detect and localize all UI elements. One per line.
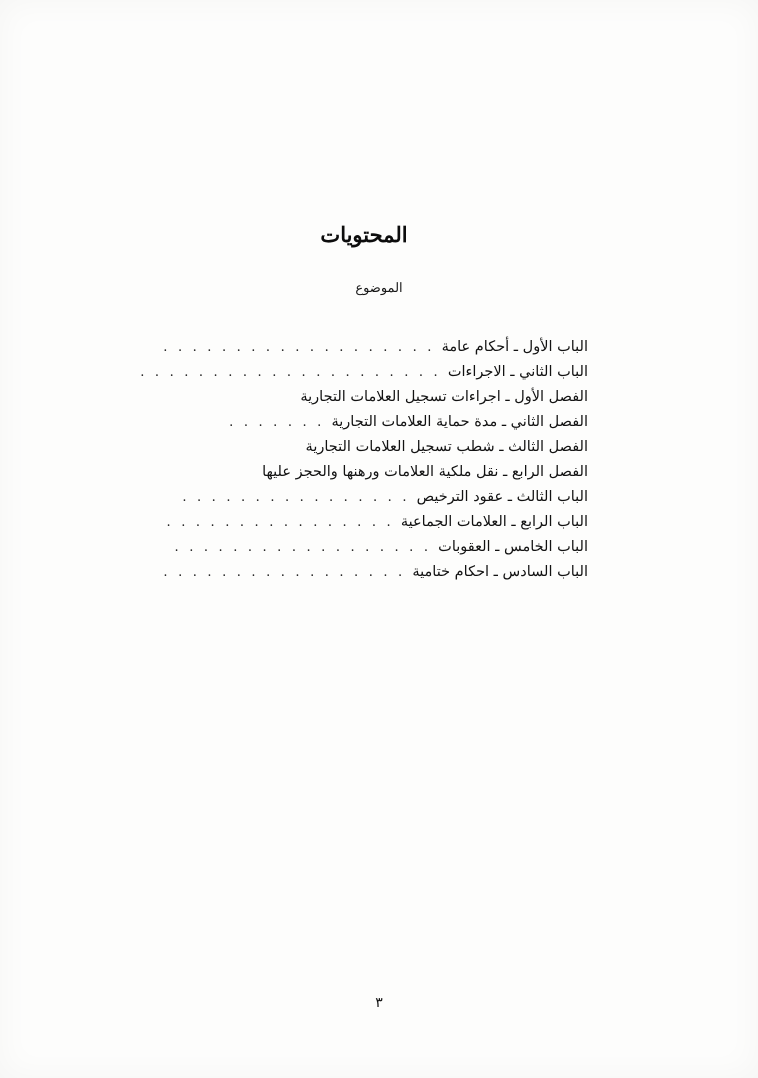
- toc-entry-leader: . . . . . . . . . . . . . . . .: [166, 516, 394, 529]
- toc-entry-label: الباب الخامس ـ العقوبات: [438, 539, 588, 555]
- toc-entry-leader: . . . . . . . . . . . . . . . .: [182, 491, 410, 504]
- page-title: المحتويات: [320, 222, 408, 247]
- toc-entry-label: الباب الثاني ـ الاجراءات: [447, 364, 588, 380]
- list-item[interactable]: [163, 339, 588, 355]
- list-item[interactable]: [163, 564, 588, 580]
- toc-entry-label: الباب الأول ـ أحكام عامة: [441, 339, 588, 355]
- toc-entry-label: الفصل الأول ـ اجراءات تسجيل العلامات التجارية: [300, 389, 588, 405]
- list-item[interactable]: [168, 440, 588, 455]
- toc-entry-label: الفصل الرابع ـ نقل ملكية العلامات ورهنها والحجز عليها: [262, 464, 588, 480]
- list-item[interactable]: [140, 364, 588, 380]
- list-item[interactable]: [168, 515, 588, 530]
- list-item[interactable]: [168, 490, 588, 505]
- table-of-contents: [140, 339, 588, 590]
- toc-entry-label: الباب السادس ـ احكام ختامية: [412, 564, 588, 580]
- list-item[interactable]: [168, 465, 588, 480]
- toc-entry-leader: . . . . . . . . . . . . . . . . .: [163, 566, 406, 579]
- toc-entry-label: الباب الثالث ـ عقود الترخيص: [416, 489, 588, 505]
- toc-entry-label: الباب الرابع ـ العلامات الجماعية: [400, 514, 588, 530]
- toc-entry-leader: . . . . . . . . . . . . . . . . . . .: [163, 341, 435, 354]
- toc-entry-leader: . . . . . . . . . . . . . . . . . .: [174, 541, 432, 554]
- page-number: ٣: [375, 995, 383, 1011]
- list-item[interactable]: [168, 540, 588, 555]
- toc-entry-label: الفصل الثالث ـ شطب تسجيل العلامات التجارية: [305, 439, 588, 455]
- list-item[interactable]: [168, 390, 588, 405]
- toc-entry-label: الفصل الثاني ـ مدة حماية العلامات التجارية: [331, 414, 588, 430]
- toc-entry-leader: . . . . . . .: [229, 416, 325, 429]
- list-item[interactable]: [168, 415, 588, 430]
- toc-entry-leader: . . . . . . . . . . . . . . . . . . . . .: [140, 366, 441, 379]
- subject-column-header: الموضوع: [355, 281, 403, 296]
